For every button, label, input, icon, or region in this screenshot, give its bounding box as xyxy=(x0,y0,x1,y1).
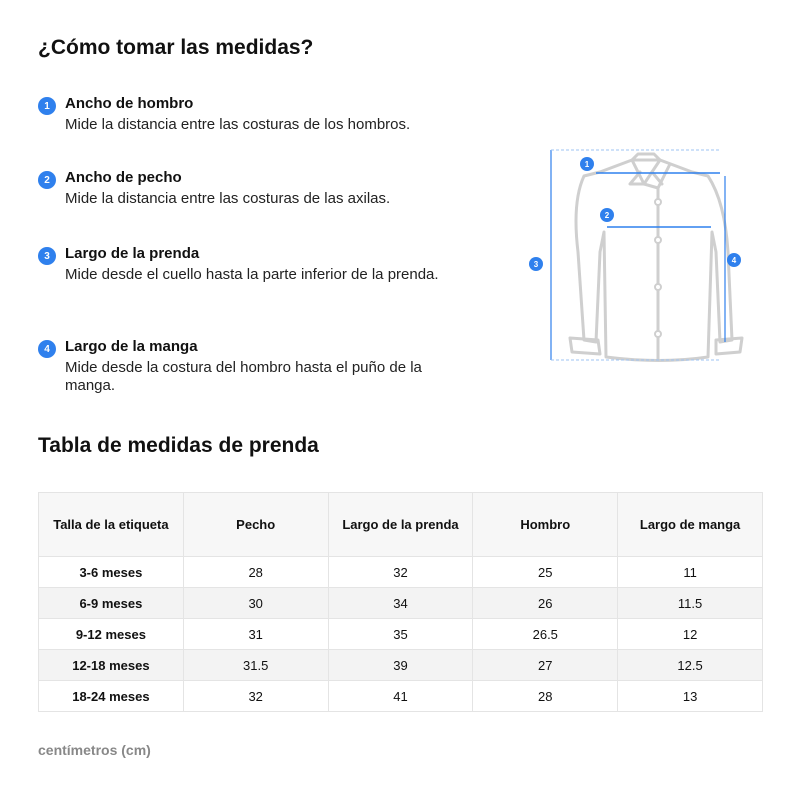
table-row xyxy=(39,557,763,588)
table-header-row xyxy=(39,493,763,557)
table-row xyxy=(39,619,763,650)
step-number-badge: 4 xyxy=(38,340,56,358)
cell-size: 12-18 meses xyxy=(39,650,184,681)
marker-sleeve xyxy=(727,253,741,267)
cell-size: 9-12 meses xyxy=(39,619,184,650)
marker-length xyxy=(529,257,543,271)
cell-shoulder: 27 xyxy=(473,650,618,681)
cell-shoulder: 28 xyxy=(473,681,618,712)
header-garment-length: Largo de la prenda xyxy=(328,493,473,557)
cell-garment-length: 41 xyxy=(328,681,473,712)
size-table-title: Tabla de medidas de prenda xyxy=(38,434,319,457)
svg-text:1: 1 xyxy=(584,160,590,169)
cell-chest: 32 xyxy=(183,681,328,712)
shirt-diagram-icon xyxy=(520,142,760,374)
cell-chest: 28 xyxy=(183,557,328,588)
cell-size: 3-6 meses xyxy=(39,557,184,588)
step-number-badge: 2 xyxy=(38,171,56,189)
how-to-measure-title: ¿Cómo tomar las medidas? xyxy=(38,36,314,59)
cell-chest: 31 xyxy=(183,619,328,650)
marker-shoulder xyxy=(580,157,594,171)
step-title: Ancho de hombro xyxy=(65,95,194,112)
step-title: Largo de la manga xyxy=(65,338,198,355)
cell-size: 6-9 meses xyxy=(39,588,184,619)
cell-shoulder: 25 xyxy=(473,557,618,588)
step-number-badge: 3 xyxy=(38,247,56,265)
svg-text:2: 2 xyxy=(604,211,610,220)
header-chest: Pecho xyxy=(183,493,328,557)
cell-shoulder: 26 xyxy=(473,588,618,619)
table-row xyxy=(39,681,763,712)
unit-note: centímetros (cm) xyxy=(38,742,151,758)
size-table xyxy=(38,492,763,712)
cell-sleeve-length: 11 xyxy=(618,557,763,588)
svg-text:3: 3 xyxy=(533,260,539,269)
cell-sleeve-length: 12.5 xyxy=(618,650,763,681)
step-sleeve-length xyxy=(38,338,458,396)
header-size-label: Talla de la etiqueta xyxy=(39,493,184,557)
step-title: Ancho de pecho xyxy=(65,169,182,186)
header-shoulder: Hombro xyxy=(473,493,618,557)
cell-garment-length: 32 xyxy=(328,557,473,588)
cell-sleeve-length: 13 xyxy=(618,681,763,712)
step-description: Mide la distancia entre las costuras de las axilas. xyxy=(65,190,391,207)
cell-sleeve-length: 11.5 xyxy=(618,588,763,619)
step-chest-width xyxy=(38,169,458,209)
table-row xyxy=(39,650,763,681)
header-sleeve-length: Largo de manga xyxy=(618,493,763,557)
cell-garment-length: 34 xyxy=(328,588,473,619)
cell-garment-length: 39 xyxy=(328,650,473,681)
cell-garment-length: 35 xyxy=(328,619,473,650)
step-garment-length xyxy=(38,245,458,303)
step-description: Mide desde el cuello hasta la parte inferior de la prenda. xyxy=(65,266,439,283)
step-title: Largo de la prenda xyxy=(65,245,200,262)
marker-chest xyxy=(600,208,614,222)
cell-sleeve-length: 12 xyxy=(618,619,763,650)
step-number-badge: 1 xyxy=(38,97,56,115)
svg-text:4: 4 xyxy=(731,256,737,265)
cell-chest: 31.5 xyxy=(183,650,328,681)
step-description: Mide la distancia entre las costuras de los hombros. xyxy=(65,116,411,133)
step-shoulder-width xyxy=(38,95,458,135)
cell-chest: 30 xyxy=(183,588,328,619)
step-description: Mide desde la costura del hombro hasta el puño de la manga. xyxy=(65,359,422,394)
cell-size: 18-24 meses xyxy=(39,681,184,712)
cell-shoulder: 26.5 xyxy=(473,619,618,650)
table-row xyxy=(39,588,763,619)
